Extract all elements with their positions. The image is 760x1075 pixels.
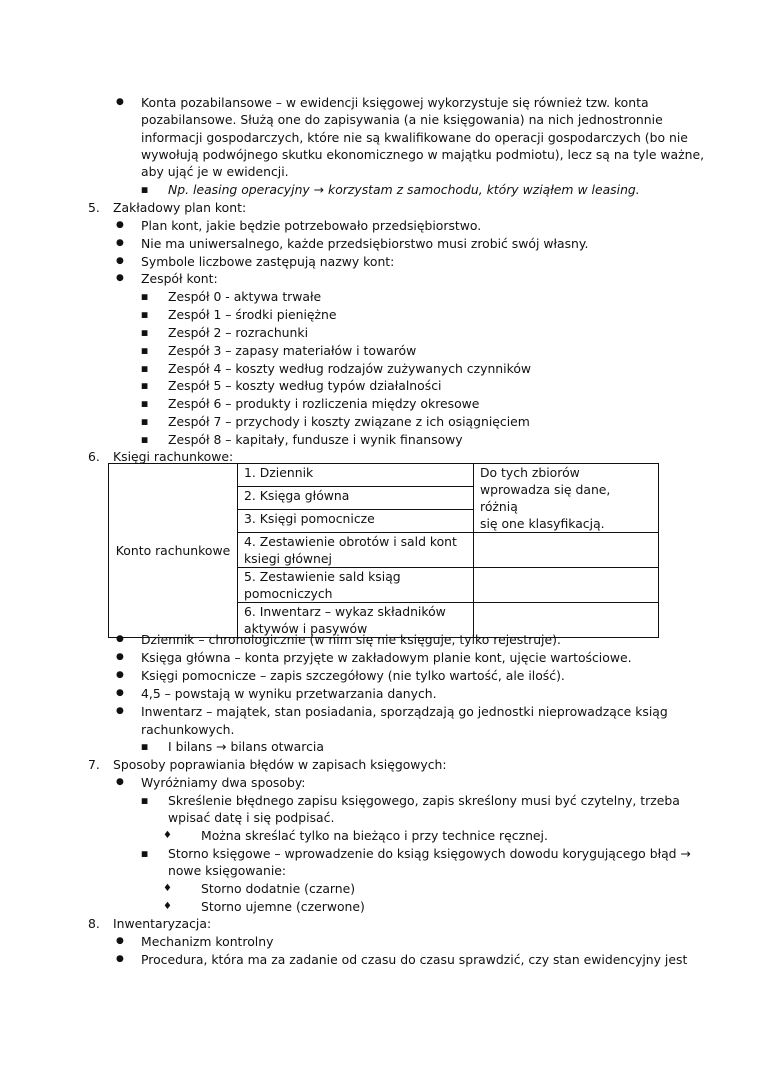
square-bullet-icon: ■ <box>141 292 149 301</box>
list-item: Inwentarz – majątek, stan posiadania, sporządzają go jednostki nieprowadzące ksiąg <box>141 704 668 719</box>
list-item: Zespół 3 – zapasy materiałów i towarów <box>168 343 417 358</box>
note-line: wprowadza się dane, różnią <box>480 482 611 514</box>
square-bullet-icon: ■ <box>141 346 149 355</box>
cell-line: aktywów i pasywów <box>244 621 368 636</box>
list-item: Księga główna – konta przyjęte w zakładowym planie kont, ujęcie wartościowe. <box>141 650 632 665</box>
text-line: wywołują podwójnego skutku ekonomicznego w majątku podmiotu), lecz są na tyle ważne, <box>141 147 705 162</box>
list-item: Storno dodatnie (czarne) <box>201 881 356 896</box>
square-bullet-icon: ■ <box>141 435 149 444</box>
bullet-icon: ● <box>116 256 124 266</box>
list-item: Zespół kont: <box>141 271 218 286</box>
table-cell <box>238 533 474 568</box>
cell-line: 6. Inwentarz – wykaz składników <box>244 604 446 619</box>
list-item: Nie ma uniwersalnego, każde przedsiębiorstwo musi zrobić swój własny. <box>141 236 589 251</box>
square-bullet-icon: ■ <box>141 185 149 194</box>
list-item: Można skreślać tylko na bieżąco i przy technice ręcznej. <box>201 828 548 843</box>
list-item: Zespół 0 - aktywa trwałe <box>168 289 322 304</box>
section-heading: Sposoby poprawiania błędów w zapisach księgowych: <box>113 757 447 772</box>
diamond-bullet-icon: ♦ <box>163 901 172 912</box>
list-item: 4,5 – powstają w wyniku przetwarzania danych. <box>141 686 437 701</box>
section-heading: Księgi rachunkowe: <box>113 449 234 464</box>
bullet-icon: ● <box>116 777 124 787</box>
cell-line: pomocniczych <box>244 586 333 601</box>
square-bullet-icon: ■ <box>141 328 149 337</box>
list-item: Zespół 2 – rozrachunki <box>168 325 309 340</box>
ksiegi-table <box>108 463 659 638</box>
list-item: Księgi pomocnicze – zapis szczegółowy (nie tylko wartość, ale ilość). <box>141 668 565 683</box>
list-item-continued: wpisać datę i się podpisać. <box>168 810 335 825</box>
konto-cell: Konto rachunkowe <box>109 464 238 638</box>
cell-line: ksiegi głównej <box>244 551 332 566</box>
cell-line: 4. Zestawienie obrotów i sald kont <box>244 534 457 549</box>
empty-cell <box>474 533 659 568</box>
list-item: Zespół 8 – kapitały, fundusze i wynik finansowy <box>168 432 463 447</box>
note-cell <box>474 464 659 533</box>
bullet-icon: ● <box>116 936 124 946</box>
bullet-icon: ● <box>116 220 124 230</box>
text-line: aby ująć je w ewidencji. <box>141 164 289 179</box>
list-item: Zespół 7 – przychody i koszty związane z ich osiągnięciem <box>168 414 530 429</box>
bullet-icon: ● <box>116 954 124 964</box>
section-heading: Inwentaryzacja: <box>113 916 212 931</box>
list-item: Symbole liczbowe zastępują nazwy kont: <box>141 254 395 269</box>
bullet-icon: ● <box>116 634 124 644</box>
table-cell: 3. Księgi pomocnicze <box>238 510 474 533</box>
square-bullet-icon: ■ <box>141 364 149 373</box>
bullet-icon: ● <box>116 97 124 107</box>
table-cell: 1. Dziennik <box>238 464 474 487</box>
list-item: Procedura, która ma za zadanie od czasu do czasu sprawdzić, czy stan ewidencyjny jest <box>141 952 688 967</box>
bullet-icon: ● <box>116 273 124 283</box>
bullet-icon: ● <box>116 238 124 248</box>
diamond-bullet-icon: ♦ <box>163 883 172 894</box>
square-bullet-icon: ■ <box>141 796 149 805</box>
bullet-icon: ● <box>116 688 124 698</box>
bullet-icon: ● <box>116 652 124 662</box>
list-item: Skreślenie błędnego zapisu księgowego, zapis skreślony musi być czytelny, trzeba <box>168 793 680 808</box>
section-heading: Zakładowy plan kont: <box>113 200 247 215</box>
section-number: 6. <box>88 449 100 464</box>
list-item: I bilans → bilans otwarcia <box>168 739 324 754</box>
square-bullet-icon: ■ <box>141 399 149 408</box>
section-number: 7. <box>88 757 100 772</box>
square-bullet-icon: ■ <box>141 310 149 319</box>
table-cell: 2. Księga główna <box>238 487 474 510</box>
list-item-continued: rachunkowych. <box>141 722 235 737</box>
list-item: Storno ujemne (czerwone) <box>201 899 365 914</box>
list-item: Storno księgowe – wprowadzenie do ksiąg księgowych dowodu korygującego błąd → <box>168 846 691 861</box>
square-bullet-icon: ■ <box>141 742 149 751</box>
text-line: informacji gospodarczych, które nie są kwalifikowane do operacji gospodarczych (bo nie <box>141 130 688 145</box>
section-number: 8. <box>88 916 100 931</box>
bullet-icon: ● <box>116 670 124 680</box>
text-line: pozabilansowe. Służą one do zapisywania (a nie księgowania) na nich jednostronnie <box>141 112 663 127</box>
square-bullet-icon: ■ <box>141 381 149 390</box>
list-item: Wyróżniamy dwa sposoby: <box>141 775 306 790</box>
list-item-continued: nowe księgowanie: <box>168 863 287 878</box>
empty-cell <box>474 568 659 603</box>
list-item: Dziennik – chronologicznie (w nim się nie księguje, tylko rejestruje). <box>141 632 561 647</box>
list-item: Plan kont, jakie będzie potrzebowało przedsiębiorstwo. <box>141 218 482 233</box>
list-item: Zespół 6 – produkty i rozliczenia między okresowe <box>168 396 480 411</box>
diamond-bullet-icon: ♦ <box>163 830 172 841</box>
example-text: Np. leasing operacyjny → korzystam z samochodu, który wziąłem w leasing. <box>168 182 640 197</box>
list-item: Zespół 1 – środki pieniężne <box>168 307 337 322</box>
table-cell <box>238 568 474 603</box>
list-item: Zespół 4 – koszty według rodzajów zużywanych czynników <box>168 361 532 376</box>
square-bullet-icon: ■ <box>141 417 149 426</box>
note-line: Do tych zbiorów <box>480 465 580 480</box>
list-item: Zespół 5 – koszty według typów działalności <box>168 378 442 393</box>
cell-line: 5. Zestawienie sald ksiąg <box>244 569 401 584</box>
bullet-icon: ● <box>116 706 124 716</box>
text-line: Konta pozabilansowe – w ewidencji księgowej wykorzystuje się również tzw. konta <box>141 95 649 110</box>
note-line: się one klasyfikacją. <box>480 516 605 531</box>
section-number: 5. <box>88 200 100 215</box>
square-bullet-icon: ■ <box>141 849 149 858</box>
list-item: Mechanizm kontrolny <box>141 934 274 949</box>
